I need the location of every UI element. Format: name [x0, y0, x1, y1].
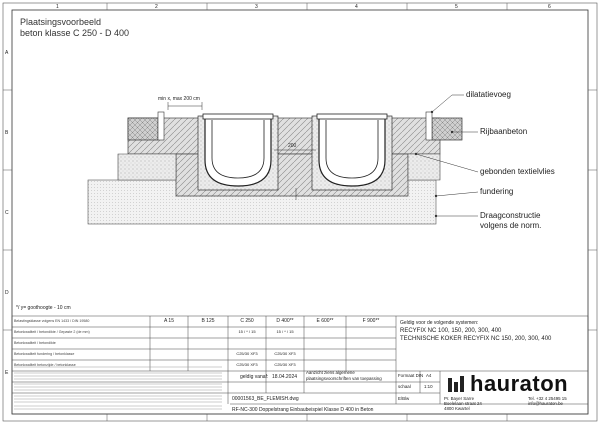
contact-tel: Tel. +32 4 25495 15 — [528, 396, 567, 401]
row1-label: Betonkwaliteit / betondikte / Gepaste 2 (de mm) — [14, 330, 90, 334]
footnote-goothoogte: */ y= goothoogte - 10 cm — [16, 305, 71, 311]
address-line-2: Boelelaan straat 24 — [444, 401, 482, 406]
marker-side-e: E — [5, 370, 9, 376]
row3-label: Betonkwaliteit fundering / betonklasse — [14, 352, 75, 356]
valid-date: 18.04.2024 — [272, 374, 298, 380]
row4-d400: C25/30 XF3 — [274, 362, 296, 367]
marker-top-6: 6 — [548, 4, 551, 10]
page-title: Plaatsingsvoorbeeld — [20, 17, 102, 27]
marker-top-3: 3 — [255, 4, 258, 10]
class-f900: F 900** — [362, 318, 380, 324]
address-line-3: 4800 Kwartel — [444, 406, 470, 411]
dim-200-label: 200 — [288, 143, 297, 149]
row2-label: Betonkwaliteit / betondikte — [14, 341, 56, 345]
marker-side-d: D — [5, 290, 9, 296]
label-fundering: fundering — [480, 187, 514, 196]
valid-systems-heading: Geldig voor de volgende systemen: — [400, 320, 479, 326]
marker-side-a: A — [5, 50, 9, 56]
contact-email: info@hauraton.be — [528, 401, 563, 406]
right-note-1: Aanzicht ziens algemene — [306, 370, 355, 375]
marker-side-b: B — [5, 130, 9, 136]
page-subtitle: beton klasse C 250 - D 400 — [20, 28, 130, 38]
row4-c250: C25/30 XF3 — [236, 362, 258, 367]
format-value: A4 — [426, 373, 432, 378]
marker-top-1: 1 — [56, 4, 59, 10]
marker-top-5: 5 — [455, 4, 458, 10]
class-e600: E 600** — [316, 318, 334, 324]
road-concrete-layer — [128, 118, 440, 154]
unit-label: E/Blw — [398, 396, 410, 401]
table-header-text: Belastingsklasse volgens EN 1433 / DIN 19580 — [14, 319, 90, 323]
hauraton-logo-icon — [446, 374, 468, 396]
scale-value: 1:10 — [424, 384, 433, 389]
marker-side-c: C — [5, 210, 9, 216]
label-dilatatievoeg: dilatatievoeg — [466, 90, 511, 99]
marker-top-2: 2 — [155, 4, 158, 10]
row3-d400: C25/30 XF3 — [274, 351, 296, 356]
class-b125: B 125 — [201, 318, 215, 324]
address-line-1: Pr. Bayer Sarre — [444, 396, 475, 401]
row1-d400: 15 / * / 15 — [276, 329, 294, 334]
row4-label: Betonkwaliteit betonzijde / betonklasse — [14, 363, 76, 367]
systems-line-2: TECHNISCHE KOKER RECYFIX NC 150, 200, 300, 400 — [400, 336, 552, 342]
drawing-number: 00001563_BE_FLEMISH.dwg — [232, 396, 299, 402]
class-a15: A 15 — [163, 318, 174, 324]
class-d400: D 400** — [276, 318, 294, 324]
valid-label: geldig vanaf: — [240, 374, 269, 380]
channel-left — [205, 118, 271, 186]
systems-line-1: RECYFIX NC 100, 150, 200, 300, 400 — [400, 328, 502, 334]
label-textielvlies: gebonden textielvlies — [480, 167, 555, 176]
scale-label: schaal — [398, 384, 411, 389]
label-rijbaanbeton: Rijbaanbeton — [480, 127, 528, 136]
class-c250: C 250 — [240, 318, 254, 324]
row1-c250: 15 / * / 15 — [238, 329, 256, 334]
label-volgens-norm: volgens de norm. — [480, 221, 542, 230]
dim-spacing-label: min x, max 200 cm — [158, 96, 200, 102]
format-label: Formaat DIN — [398, 373, 424, 378]
label-draagconstructie: Draagconstructie — [480, 211, 541, 220]
row3-c250: C25/30 XF3 — [236, 351, 258, 356]
channel-right — [319, 118, 385, 186]
bottom-description: RF-NC-300 Doppelstrang Einbaubeispiel Klasse D 400 in Beton — [232, 407, 374, 413]
marker-top-4: 4 — [355, 4, 358, 10]
brand-logo: hauraton — [470, 371, 569, 396]
right-note-2: plaatsingsvoorschriften van toepassing — [306, 376, 382, 381]
